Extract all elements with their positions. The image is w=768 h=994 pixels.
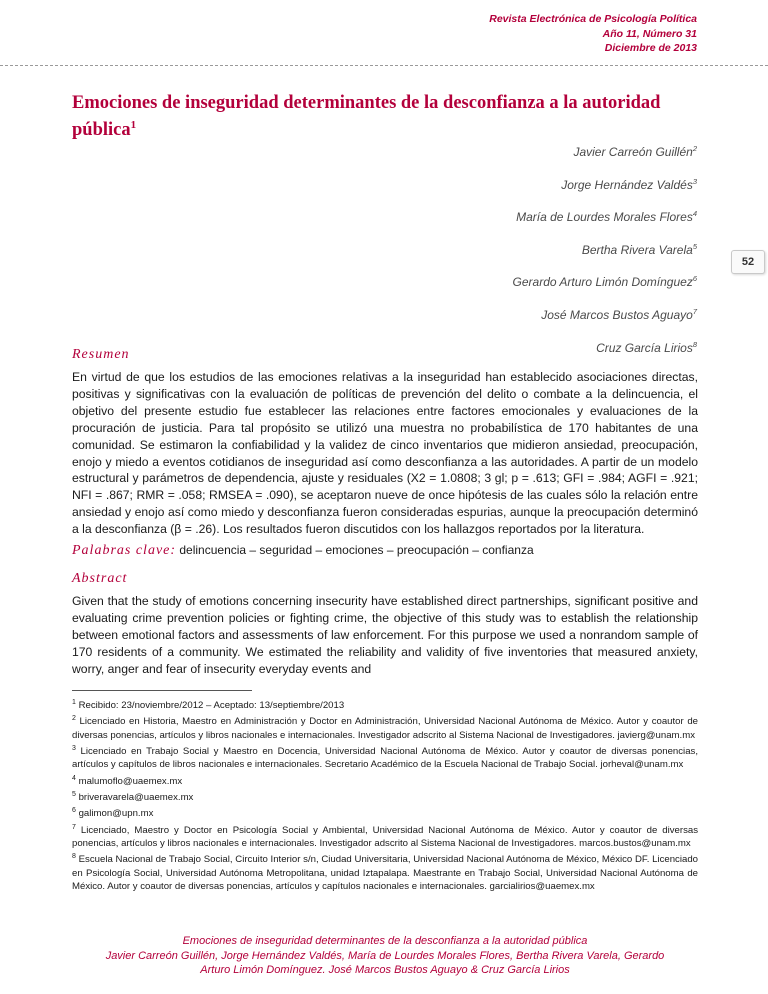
footnote-text: Recibido: 23/noviembre/2012 – Aceptado: 13/septiembre/2013 bbox=[78, 700, 345, 712]
author-name: Bertha Rivera Varela bbox=[581, 242, 693, 257]
footnote-text: galimon@upn.mx bbox=[78, 808, 154, 820]
footnote bbox=[72, 772, 698, 788]
author-footnote-ref: 5 bbox=[692, 241, 697, 251]
footnote-number: 3 bbox=[72, 744, 76, 752]
author-item bbox=[513, 239, 697, 272]
author-item bbox=[513, 304, 697, 337]
keywords-list: delincuencia – seguridad – emociones – preocupación – confianza bbox=[179, 543, 534, 557]
footnote bbox=[72, 850, 698, 893]
footnote bbox=[72, 696, 698, 712]
title-footnote-ref: 1 bbox=[130, 119, 137, 131]
journal-name: Revista Electrónica de Psicología Política bbox=[489, 13, 697, 25]
footnote-number: 2 bbox=[72, 715, 76, 723]
footer-authors: Arturo Limón Domínguez. José Marcos Bustos Aguayo & Cruz García Lirios bbox=[200, 964, 570, 976]
author-footnote-ref: 8 bbox=[692, 339, 697, 349]
author-name: Gerardo Arturo Limón Domínguez bbox=[512, 275, 693, 290]
page-footer bbox=[72, 934, 698, 978]
footnote bbox=[72, 742, 698, 772]
footnote-text: malumoflo@uaemex.mx bbox=[78, 775, 183, 787]
author-footnote-ref: 2 bbox=[692, 144, 697, 153]
article-title bbox=[72, 92, 702, 141]
footnotes bbox=[72, 696, 698, 893]
author-footnote-ref: 3 bbox=[692, 176, 697, 186]
footnote-text: Escuela Nacional de Trabajo Social, Circuito Interior s/n, Ciudad Universitaria, Universidad Nacional Autónoma de México, México DF. Licenciado en Psicología Social, Universidad Autónoma Metropolitana, unidad Iztapalapa. Maestrante en Trabajo Social, Universidad Nacional Autónoma de México. Autor y coautor de diversas ponencias, artículos y capítulos nacionales e internacionales. garcialirios@uaemex.mx bbox=[72, 854, 698, 892]
footnote-number: 5 bbox=[72, 790, 76, 798]
resumen-heading: Resumen bbox=[72, 347, 130, 362]
keywords bbox=[72, 543, 698, 559]
author-list bbox=[513, 141, 697, 369]
footnote bbox=[72, 804, 698, 820]
footnote-number: 6 bbox=[72, 807, 76, 815]
author-name: Cruz García Lirios bbox=[596, 340, 693, 355]
footnote-text: Licenciado en Historia, Maestro en Administración y Doctor en Administración, Universidad Nacional Autónoma de México. Autor y coautor de diversas ponencias, artículos y libros nacionales e internacionales. Investigador adscrito al Sistema Nacional de Investigadores. javierg@unam.mx bbox=[72, 716, 698, 741]
article-title-text: Emociones de inseguridad determinantes de la desconfianza a la autoridad pública bbox=[72, 93, 661, 141]
footnote-divider bbox=[72, 690, 252, 691]
author-item bbox=[513, 141, 697, 174]
footnote-text: briveravarela@uaemex.mx bbox=[78, 792, 194, 804]
journal-volume: Año 11, Número 31 bbox=[602, 27, 697, 40]
journal-header bbox=[489, 12, 697, 56]
footnote-number: 8 bbox=[72, 853, 76, 861]
author-footnote-ref: 7 bbox=[692, 306, 697, 316]
footnote bbox=[72, 712, 698, 742]
author-footnote-ref: 4 bbox=[692, 209, 697, 219]
author-item bbox=[513, 206, 697, 239]
author-item bbox=[513, 174, 697, 207]
journal-date: Diciembre de 2013 bbox=[604, 42, 697, 54]
footer-title: Emociones de inseguridad determinantes de la desconfianza a la autoridad pública bbox=[182, 935, 588, 947]
keywords-label: Palabras clave: bbox=[72, 543, 177, 558]
page-number-tab: 52 bbox=[731, 250, 765, 274]
author-footnote-ref: 6 bbox=[692, 274, 697, 284]
abstract-body: Given that the study of emotions concerning insecurity have established direct partnerships, significant positive and evaluating crime prevention policies or fighting crime, the objective of this study was to establish the relationship between emotional factors and assessments of law enforcement. For this purpose we used a nonrandom sample of 170 residents of a community. We estimated the reliability and validity of five inventories that measured anxiety, worry, anger and fear of insecurity everyday events and bbox=[72, 594, 698, 676]
footnote bbox=[72, 788, 698, 804]
header-divider bbox=[0, 65, 768, 66]
author-item bbox=[513, 271, 697, 304]
footnote-number: 1 bbox=[72, 699, 76, 706]
author-item bbox=[513, 337, 697, 370]
author-name: María de Lourdes Morales Flores bbox=[516, 210, 693, 225]
author-name: José Marcos Bustos Aguayo bbox=[541, 307, 693, 322]
author-name: Jorge Hernández Valdés bbox=[561, 177, 693, 192]
footer-authors: Javier Carreón Guillén, Jorge Hernández Valdés, María de Lourdes Morales Flores, Bertha Rivera Varela, Gerardo bbox=[105, 949, 665, 962]
footnote-text: Licenciado, Maestro y Doctor en Psicología Social y Ambiental, Universidad Nacional Autónoma de México. Autor y coautor de diversas ponencias, artículos y libros nacionales e internacionales. Investigador adscrito al Sistema Nacional de Investigadores. marcos.bustos@unam.mx bbox=[72, 824, 698, 850]
footnote-text: Licenciado en Trabajo Social y Maestro en Docencia, Universidad Nacional Autónoma de México. Autor y coautor de diversas ponencias, artículos y capítulos de libros nacionales e internacionales. Secretario Académico de la Escuela Nacional de Trabajo Social. jorheval@unam.mx bbox=[72, 746, 698, 771]
author-name: Javier Carreón Guillén bbox=[573, 145, 693, 159]
resumen-body: En virtud de que los estudios de las emociones relativas a la inseguridad han establecido asociaciones directas, positivas y significativas con la evaluación de políticas de prevención del delito o combate a la delincuencia, el objetivo del presente estudio fue establecer las relaciones entre factores emocionales y evaluaciones de la procuración de justicia. Para tal propósito se utilizó una muestra no probabilística de 170 habitantes de una comunidad. Se estimaron la confiabilidad y la validez de cinco inventarios que midieron ansiedad, preocupación, enojo y miedo a eventos cotidianos de inseguridad así como desconfianza a las autoridades. A partir de un modelo estructural y parámetros de dependencia, ajuste y residuales (X2 = 1.0808; 3 gl; p = .613; GFI = .984; AGFI = .921; NFI = .867; RMR = .058; RMSEA = .090), se aceptaron nueve de once hipótesis de las cuales sólo la relación entre ansiedad y enojo así como miedo y desconfianza fueron consideradas espurias, aunque la preocupación determinó a la desconfianza (β = .26). Los resultados fueron discutidos con los hallazgos reportados por la literatura. bbox=[72, 370, 698, 537]
footnote-number: 4 bbox=[72, 774, 76, 782]
footnote bbox=[72, 821, 698, 851]
footnote-number: 7 bbox=[72, 823, 76, 831]
abstract-heading: Abstract bbox=[72, 571, 128, 586]
